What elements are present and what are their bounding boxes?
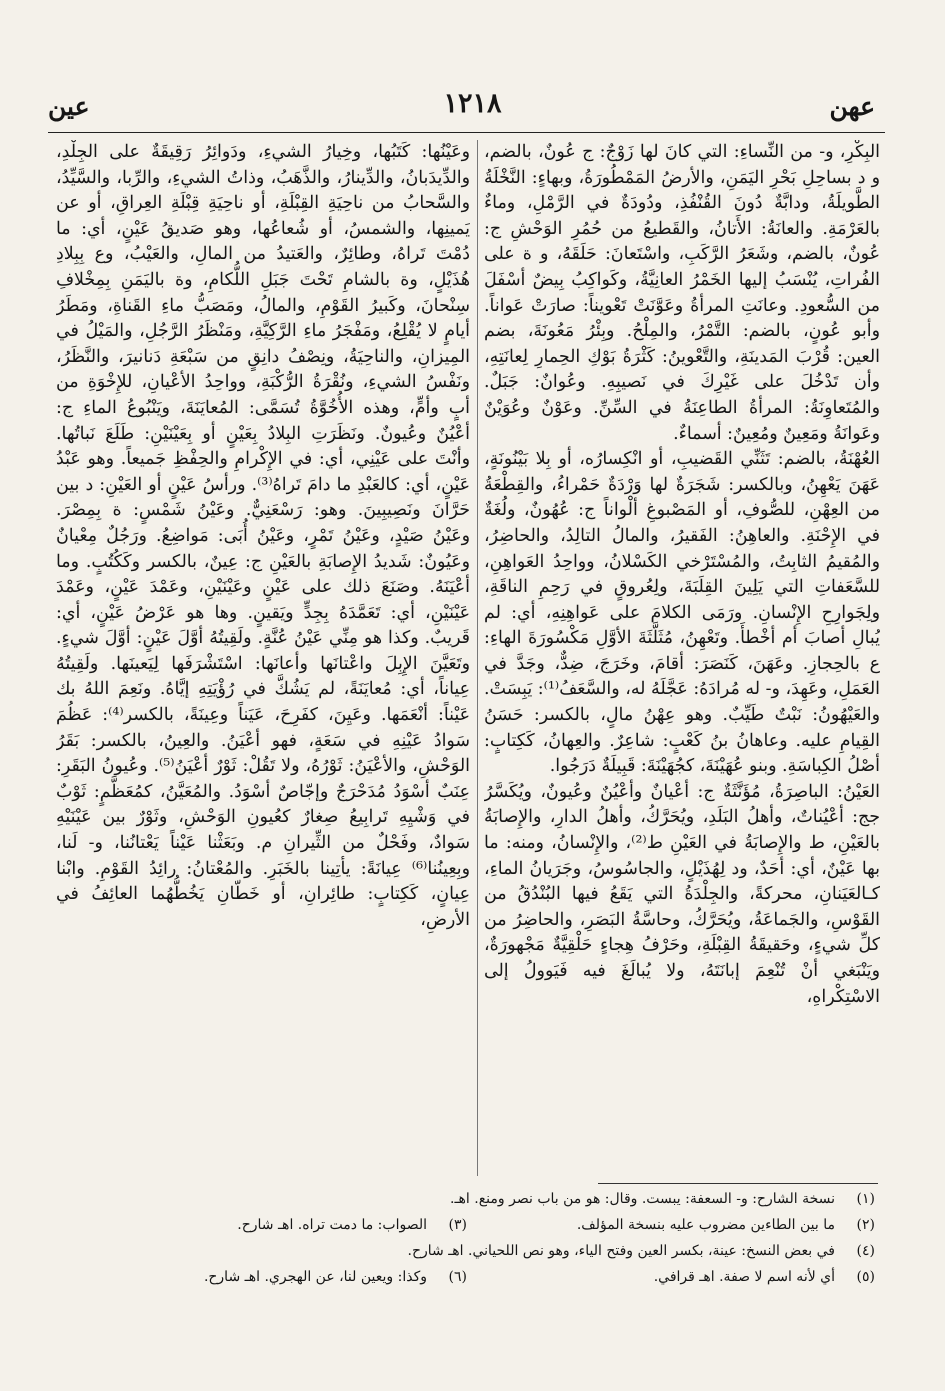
footnote-number: (٦) (448, 1269, 467, 1285)
footnote-number: (١) (856, 1191, 875, 1207)
header-keyword-left: عين (48, 92, 90, 121)
footnote-number: (٢) (856, 1217, 875, 1233)
footnote-1 (450, 1190, 875, 1209)
right-column (484, 140, 880, 1176)
footnote-5 (654, 1268, 875, 1287)
footnote-2 (577, 1216, 875, 1235)
footnote-6 (204, 1268, 467, 1287)
footnote-rule (598, 1183, 878, 1184)
footnote-text: أي لأنه اسم لا صفة. اهـ قرافي. (653, 1269, 835, 1285)
footnote-text: الصواب: ما دمت تراه. اهـ شارح. (237, 1217, 427, 1233)
footnote-number: (٣) (448, 1217, 467, 1233)
footnote-number: (٥) (856, 1269, 875, 1285)
footnote-text: ما بين الطاءين مضروب عليه بنسخة المؤلف. (576, 1217, 835, 1233)
column-divider (477, 140, 478, 1176)
entry-ahn: العُهْنَةُ، بالضم: تَثَنِّي القَضيبِ، أو انْكِسارُه، أو بِلا بَيْنُونَةٍ، عَهَنَ يَعْهِنُ، وبالكسر: شَجَرَةٌ لها وَرْدَةٌ حَمْراءُ، والقِطْعَةُ من العِهْنِ، للصُّوفِ، أو المَصْبوغِ ألْواناً ج: عُهُونٌ، ولُغَةٌ في الإِحْنَةِ. والعاهِنُ: الفَقيرُ، والمالُ التالِدُ، والحاضِرُ، والمُقيمُ الثابِتُ، والمُسْتَرْخي الكَسْلانُ، وواحِدُ العَواهِنِ، للسَّعَفاتِ التي يَلِينَ القِلَبَةَ، ولِعُروقٍ في رَحِمِ الناقَةِ، ولِجَوارِحِ الإِنْسانِ. ورَمَى الكلامَ على عَواهِنِهِ، أي: لم يُبالِ أصابَ أم أخْطأَ. وتَعْهِنُ، مُثَلَّثَةَ الأوَّلِ مَكْسُورَةَ الهاءِ: ع بالحِجازِ. وعَهَنَ، كَنَصَرَ: أقامَ، وخَرَجَ، ضِدٌّ، وجَدَّ في العَمَلِ، وعَهِدَ، و- له مُرادَهُ: عَجَّلَهُ له، والسَّعَفُ⁽¹⁾: يَبِسَتْ. والعَيْهُونُ: نَبْتٌ طَيِّبٌ. وهو عِهْنُ مالٍ، بالكسر: حَسَنُ القِيامِ عليه. وعاهانُ بنُ كَعْبٍ: شاعِرٌ. والعِهانُ، كَكِتابٍ: أصْلُ الكِباسَةِ. وبنو عُهَيْنَةَ، كجُهَيْنَةَ: قَبِيلَةٌ دَرَجُوا. (484, 449, 880, 777)
footnote-3 (237, 1216, 467, 1235)
footnote-text: في بعض النسخ: عينة، بكسر العين وفتح الياء، وهو نص اللحياني. اهـ شارح. (407, 1243, 835, 1259)
entry-ayn-start: العَيْنُ: الباصِرَةُ، مُؤَنَّثَةٌ ج: أعْيانٌ وأعْيُنٌ وعُيونٌ، ويُكَسَّرُ جج: أعْيُناتٌ، وأهلُ البَلَدِ، ويُحَرَّكُ، وأهلُ الدارِ، والإِصابَةُ بالعَيْنِ، ط والإِصابَةُ في العَيْنِ ط⁽²⁾، والإِنْسانُ، ومنه: ما بها عَيْنٌ، أي: أحَدٌ، ود لِهُذَيْلٍ، والجاسُوسُ، وجَرَيانُ الماءِ، كـالعَيَنانِ، محركةً، والجِلْدَةُ التي يَقَعُ فيها البُنْدُقُ من القَوْسِ، والجَماعَةُ، ويُحَرَّكُ، وحاسَّةُ البَصَرِ، والحاضِرُ من كلِّ شيءٍ، وحَقيقَةُ القِبْلَةِ، وحَرْفُ هِجاءٍ حَلْقِيَّةٌ مَجْهورَةٌ، ويَنْبَغي أنْ تُنْعِمَ إبانَتَهُ، ولا يُبالَغَ فيه فَيَوولُ إلى الاسْتِكْراهِ، (484, 781, 880, 1007)
entry-awn-end: البِكْرِ، و- من النِّساءِ: التي كانَ لها زَوْجٌ: ج عُونٌ، بالضم، و د بساحِلِ بَحْرِ اليَمَنِ، والأرضُ المَمْطُورَةُ، وبهاءٍ: النَّخْلَةُ الطَّويلَةُ، ودابَّةٌ دُونَ القُنْفُذِ، ودُودَةٌ في الرَّمْلِ، وماءٌ بالعَرْمَةِ. والعانَةُ: الأَتانُ، والقَطيعُ من حُمُرِ الوَحْشِ ج: عُونٌ، بالضم، وشَعَرُ الرَّكَبِ، واسْتَعانَ: حَلَقَهُ، و ة على الفُراتِ، يُنْسَبُ إليها الخَمْرُ العانِيَّةُ، وكَواكِبُ بِيضٌ أسْفَلَ من السُّعودِ. وعانَتِ المرأةُ وعَوَّنَتْ تَعْويناً: صارَتْ عَواناً. وأبو عُونٍ، بالضم: التَّمْرُ، والمِلْحُ. وبِئْرُ مَعُونَةَ، بضم العين: قُرْبَ المَدينَةِ، والتَّعْوينُ: كَثْرَةُ بَوْكِ الحِمارِ لِعانَتِهِ، وأن تَدْخُلَ على غَيْرِكَ في نَصيبِهِ. وعُوانٌ: جَبَلٌ. والمُتَعاوِنَةُ: المرأةُ الطاعِنَةُ في السِّنِّ. وعَوْنٌ وعُوَيْنٌ وعَوانَةُ ومَعِينٌ ومُعِينٌ: أسماءٌ. (484, 142, 880, 444)
footnote-text: نسخة الشارح: و- السعفة: يبست. وقال: هو من باب نصر ومنع. اهـ. (450, 1191, 835, 1207)
footnote-number: (٤) (856, 1243, 875, 1259)
footnote-text: وكذا: ويعين لنا، عن الهجري. اهـ شارح. (203, 1269, 427, 1285)
header-rule (48, 132, 885, 133)
entry-ayn-continued: وعَيْنُها: كَتَبُها، وخِيارُ الشيءِ، ودَوائِرُ رَقِيقَةٌ على الجِلْدِ، والدِّيدَبانُ، والدِّينارُ، والذَّهَبُ، وذاتُ الشيءِ، والرِّبا، والسَّيِّدُ، والسَّحابُ من ناحِيَةِ القِبْلَةِ، أو ناحِيَةِ قِبْلَةِ العِراقِ، أو عن يَمينِها، والشمسُ، أو شُعاعُها، وهو صَديقُ عَيْنٍ، أي: ما دُمْتَ تَراهُ، وطائِرٌ، والعَتيدُ من المالِ، والعَيْبُ، وع بِبِلادِ هُذَيْلٍ، وة بالشامِ تَحْتَ جَبَلِ اللُّكامِ، وة باليَمَنِ بِمِخْلافِ سِنْحانَ، وكَبيرُ القَوْمِ، والمالُ، ومَصَبُّ ماءِ القَناةِ، ومَطَرُ أيامٍ لا يُقْلِعُ، ومَفْجَرُ ماءِ الرَّكِيَّةِ، ومَنْظَرُ الرَّجُلِ، والمَيْلُ في المِيزانِ، والناحِيَةُ، ونِصْفُ دانِقٍ من سَبْعَةِ دَنانيرَ، والنَّظَرُ، ونَفْسُ الشيءِ، ونُقْرَةُ الرُّكْبَةِ، وواحِدُ الأعْيانِ، للإِخْوَةِ من أبٍ وأمٍّ، وهذه الأُخُوَّةُ تُسَمَّى: المُعايَنَةَ، ويَنْبُوعُ الماءِ ج: أعْيُنٌ وعُيونٌ. ونَظَرَتِ البِلادُ بِعَيْنٍ أو بِعَيْنَيْنِ: طَلَعَ نَباتُها. وأنْتَ على عَيْنِي، أي: في الإِكْرامِ والحِفْظِ جَميعاً. وهو عَبْدُ عَيْنٍ، أي: كالعَبْدِ ما دامَ تَراهُ⁽³⁾. ورأسُ عَيْنٍ أو العَيْنِ: د بين حَرَّانَ ونَصِيبِينَ. وهو: رَسْعَنِيٌّ. وعَيْنُ شَمْسٍ: ة بِمِصْرَ. وعَيْنُ صَيْدٍ، وعَيْنُ تَمْرٍ، وعَيْنُ أُبَى: مَواضِعُ. ورَجُلٌ مِعْيانٌ وعَيُونٌ: شَديدُ الإِصابَةِ بالعَيْنِ ج: عِينٌ، بالكسر وكَكُتُبٍ. وما أعْيَنَهُ. وصَنَعَ ذلك على عَيْنٍ وعَيْنَيْنِ، وعَمْدَ عَيْنٍ، وعَمْدَ عَيْنَيْنِ، أي: تَعَمَّدَهُ بِجِدٍّ ويَقينٍ. وها هو عَرْضُ عَيْنٍ، أي: قَريبٌ. وكذا هو مِنِّي عَيْنُ عُنَّةٍ. ولَقِيتُهُ أوَّلَ عَيْنٍ: أوَّلَ شيءٍ. وتَعَيَّنَ الإِبِلَ واعْتانَها وأعانَها: اسْتَشْرَفَها لِيَعينَها. ولَقِيتُهُ عِياناً، أي: مُعايَنَةً، لم يَشُكَّ في رُؤْيَتِهِ إيَّاهُ. ونَعِمَ اللهُ بك عَيْناً: أنْعَمَها. وعَيِنَ، كفَرِحَ، عَيَناً وعِينَةً، بالكسر⁽⁴⁾: عَظُمَ سَوادُ عَيْنِهِ في سَعَةٍ، فهو أعْيَنُ. والعِينُ، بالكسر: بَقَرُ الوَحْشِ، والأعْيَنُ: ثَوْرُهُ، ولا تَقُلْ: ثَوْرٌ أعْيَنُ⁽⁵⁾. وعُيونُ البَقَرِ: عِنَبٌ أسْوَدُ مُدَحْرَجٌ وإجّاصٌ أسْوَدُ. والمُعَيَّنُ، كمُعَظَّمٍ: ثَوْبٌ في وَشْيِهِ تَرابِيعُ صِغارٌ كعُيونِ الوَحْشِ، وثَوْرٌ بين عَيْنَيْهِ سَوادٌ، وفَحْلٌ من الثِّيرانِ م. وبَعَثْنا عَيْناً يَعْتانُنا، و- لَنا، وبِعِينُنا⁽⁶⁾ عِيانَةً: يأتِينا بالخَبَرِ. والمُعْتانُ: رائِدُ القَوْمِ. وابْنا عِيانٍ، كَكِتابٍ: طائِرانِ، أو خَطّانِ يَخُطُّهُما العائِفُ في الأرضِ، (56, 142, 470, 930)
left-column (56, 140, 470, 1176)
header-keyword-right: عهن (829, 92, 875, 121)
footnote-4 (408, 1242, 876, 1261)
page-number: ١٢١٨ (443, 88, 502, 119)
